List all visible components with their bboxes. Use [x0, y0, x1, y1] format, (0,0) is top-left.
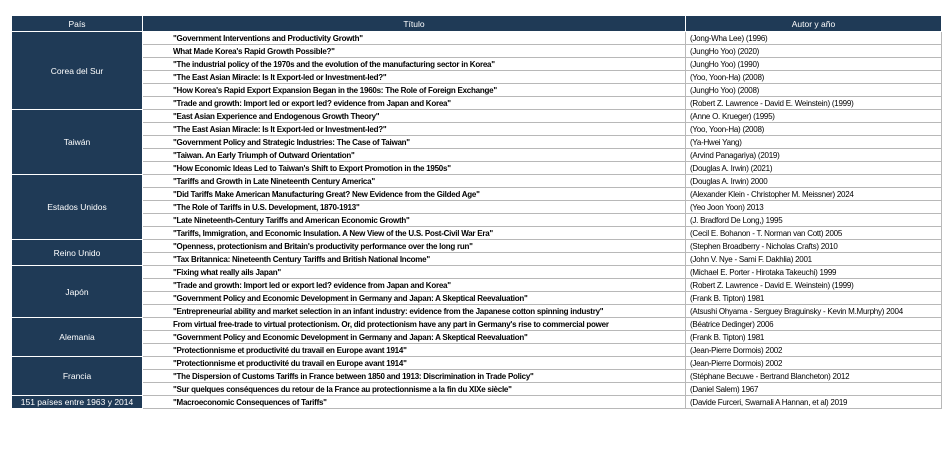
table-row: [12, 123, 942, 136]
table-row: [12, 331, 942, 344]
table-row: [12, 318, 942, 331]
title-cell: "Entrepreneurial ability and market selection in an infant industry: evidence from the Japanese cotton spinning industry": [143, 305, 686, 318]
title-cell: "Protectionnisme et productivité du travail en Europe avant 1914": [143, 357, 686, 370]
author-cell: (Alexander Klein - Christopher M. Meissner) 2024: [686, 188, 942, 201]
author-cell: (Yeo Joon Yoon) 2013: [686, 201, 942, 214]
author-cell: (Béatrice Dedinger) 2006: [686, 318, 942, 331]
title-cell: "The industrial policy of the 1970s and the evolution of the manufacturing sector in Korea": [143, 58, 686, 71]
author-cell: (Frank B. Tipton) 1981: [686, 292, 942, 305]
title-cell: "Government Interventions and Productivity Growth": [143, 32, 686, 45]
title-cell: "Late Nineteenth-Century Tariffs and American Economic Growth": [143, 214, 686, 227]
title-cell: "East Asian Experience and Endogenous Growth Theory": [143, 110, 686, 123]
table-row: [12, 266, 942, 279]
author-cell: (Davide Furceri, Swarnali A Hannan, et al) 2019: [686, 396, 942, 409]
author-cell: (Yoo, Yoon-Ha) (2008): [686, 71, 942, 84]
author-cell: (Robert Z. Lawrence - David E. Weinstein) (1999): [686, 97, 942, 110]
author-cell: (Arvind Panagariya) (2019): [686, 149, 942, 162]
title-cell: "Government Policy and Economic Development in Germany and Japan: A Skeptical Reevaluation": [143, 331, 686, 344]
header-author: Autor y año: [686, 16, 942, 32]
author-cell: (Anne O. Krueger) (1995): [686, 110, 942, 123]
title-cell: "Trade and growth: Import led or export led? evidence from Japan and Korea": [143, 97, 686, 110]
table-row: [12, 279, 942, 292]
title-cell: "Tariffs and Growth in Late Nineteenth Century America": [143, 175, 686, 188]
title-cell: "Did Tariffs Make American Manufacturing Great? New Evidence from the Gilded Age": [143, 188, 686, 201]
table-row: [12, 305, 942, 318]
table-row: [12, 149, 942, 162]
table-row: [12, 396, 942, 409]
title-cell: "The Dispersion of Customs Tariffs in France between 1850 and 1913: Discrimination in Trade Policy": [143, 370, 686, 383]
title-cell: "Macroeconomic Consequences of Tariffs": [143, 396, 686, 409]
table-row: [12, 253, 942, 266]
table-row: [12, 175, 942, 188]
table-row: [12, 214, 942, 227]
title-cell: "Tax Britannica: Nineteenth Century Tariffs and British National Income": [143, 253, 686, 266]
author-cell: (Jean-Pierre Dormois) 2002: [686, 344, 942, 357]
country-cell: Alemania: [12, 318, 143, 357]
table-row: [12, 227, 942, 240]
title-cell: What Made Korea's Rapid Growth Possible?": [143, 45, 686, 58]
title-cell: "Government Policy and Strategic Industries: The Case of Taiwan": [143, 136, 686, 149]
title-cell: "How Economic Ideas Led to Taiwan's Shift to Export Promotion in the 1950s": [143, 162, 686, 175]
title-cell: "Sur quelques conséquences du retour de la France au protectionnisme a la fin du XIXe siècle": [143, 383, 686, 396]
country-cell: Francia: [12, 357, 143, 396]
title-cell: "Taiwan. An Early Triumph of Outward Orientation": [143, 149, 686, 162]
country-cell: Reino Unido: [12, 240, 143, 266]
author-cell: (Douglas A. Irwin) 2000: [686, 175, 942, 188]
table-row: [12, 357, 942, 370]
table-body: [12, 32, 942, 409]
table-row: [12, 201, 942, 214]
author-cell: (JungHo Yoo) (2008): [686, 84, 942, 97]
title-cell: "Tariffs, Immigration, and Economic Insulation. A New View of the U.S. Post-Civil War Era": [143, 227, 686, 240]
country-cell: Corea del Sur: [12, 32, 143, 110]
header-title: Título: [143, 16, 686, 32]
table-row: [12, 84, 942, 97]
table-row: [12, 292, 942, 305]
title-cell: "The East Asian Miracle: Is It Export-led or Investment-led?": [143, 71, 686, 84]
table-row: [12, 58, 942, 71]
table-row: [12, 370, 942, 383]
author-cell: (Jong-Wha Lee) (1996): [686, 32, 942, 45]
author-cell: (Cecil E. Bohanon - T. Norman van Cott) 2005: [686, 227, 942, 240]
title-cell: "The East Asian Miracle: Is It Export-led or Investment-led?": [143, 123, 686, 136]
author-cell: (Douglas A. Irwin) (2021): [686, 162, 942, 175]
table-row: [12, 383, 942, 396]
title-cell: "Fixing what really ails Japan": [143, 266, 686, 279]
table-row: [12, 97, 942, 110]
table-row: [12, 188, 942, 201]
author-cell: (Yoo, Yoon-Ha) (2008): [686, 123, 942, 136]
title-cell: "Openness, protectionism and Britain's productivity performance over the long run": [143, 240, 686, 253]
author-cell: (John V. Nye - Sami F. Dakhlia) 2001: [686, 253, 942, 266]
country-cell: Taiwán: [12, 110, 143, 175]
title-cell: "Government Policy and Economic Development in Germany and Japan: A Skeptical Reevaluation": [143, 292, 686, 305]
author-cell: (Stéphane Becuwe - Bertrand Blancheton) 2012: [686, 370, 942, 383]
header-country: País: [12, 16, 143, 32]
studies-table: [11, 15, 942, 409]
table-row: [12, 45, 942, 58]
table-row: [12, 344, 942, 357]
table-row: [12, 162, 942, 175]
table-row: [12, 32, 942, 45]
title-cell: "How Korea's Rapid Export Expansion Began in the 1960s: The Role of Foreign Exchange": [143, 84, 686, 97]
author-cell: (Michael E. Porter - Hirotaka Takeuchi) 1999: [686, 266, 942, 279]
table-row: [12, 71, 942, 84]
author-cell: (JungHo Yoo) (1990): [686, 58, 942, 71]
title-cell: "Trade and growth: Import led or export led? evidence from Japan and Korea": [143, 279, 686, 292]
country-cell: Estados Unidos: [12, 175, 143, 240]
table-row: [12, 240, 942, 253]
country-cell: 151 países entre 1963 y 2014: [12, 396, 143, 409]
country-cell: Japón: [12, 266, 143, 318]
title-cell: "The Role of Tariffs in U.S. Development, 1870-1913": [143, 201, 686, 214]
title-cell: From virtual free-trade to virtual protectionism. Or, did protectionism have any part in Germany's rise to commercial power: [143, 318, 686, 331]
title-cell: "Protectionnisme et productivité du travail en Europe avant 1914": [143, 344, 686, 357]
header-row: [12, 16, 942, 32]
author-cell: (JungHo Yoo) (2020): [686, 45, 942, 58]
table-row: [12, 136, 942, 149]
author-cell: (Robert Z. Lawrence - David E. Weinstein) (1999): [686, 279, 942, 292]
author-cell: (Frank B. Tipton) 1981: [686, 331, 942, 344]
author-cell: (Stephen Broadberry - Nicholas Crafts) 2010: [686, 240, 942, 253]
author-cell: (J. Bradford De Long,) 1995: [686, 214, 942, 227]
author-cell: (Atsushi Ohyama - Serguey Braguinsky - Kevin M.Murphy) 2004: [686, 305, 942, 318]
table-row: [12, 110, 942, 123]
author-cell: (Daniel Salem) 1967: [686, 383, 942, 396]
author-cell: (Jean-Pierre Dormois) 2002: [686, 357, 942, 370]
author-cell: (Ya-Hwei Yang): [686, 136, 942, 149]
